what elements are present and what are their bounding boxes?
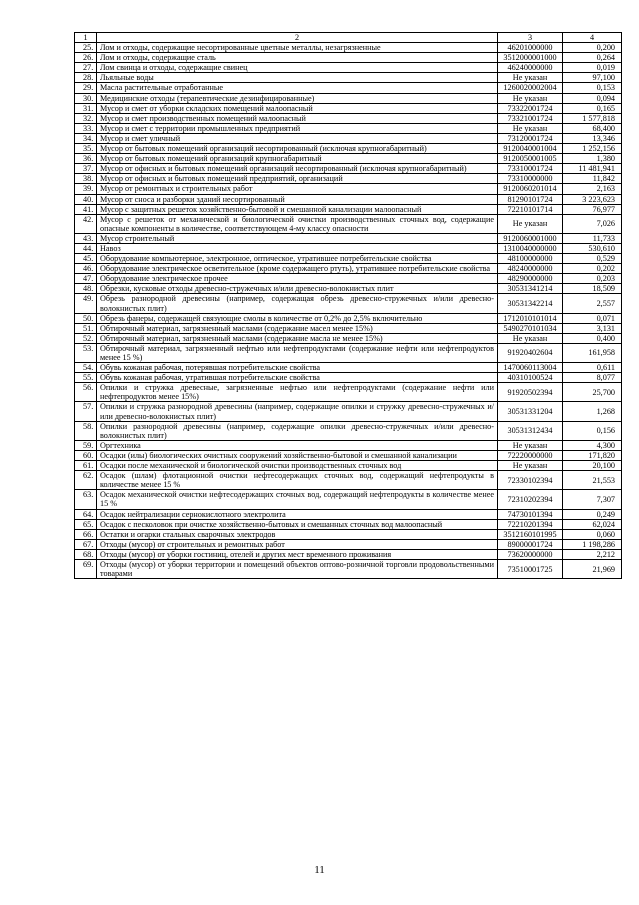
row-number: 47.: [75, 274, 97, 284]
row-number: 62.: [75, 471, 97, 490]
table-row: [75, 549, 622, 559]
table-row: [75, 274, 622, 284]
table-row: [75, 103, 622, 113]
waste-amount: 2,212: [563, 549, 622, 559]
waste-amount: 7,307: [563, 490, 622, 509]
row-number: 39.: [75, 184, 97, 194]
table-row: [75, 254, 622, 264]
waste-name: Льяльные воды: [97, 73, 498, 83]
waste-name: Осадки после механической и биологической очистки производственных сточных вод: [97, 461, 498, 471]
waste-code: Не указан: [498, 440, 563, 450]
waste-name: Обтирочный материал, загрязненный нефтью или нефтепродуктами (содержание нефти или нефтепродуктов менее 15 %): [97, 343, 498, 362]
waste-amount: 0,400: [563, 333, 622, 343]
waste-amount: 1 577,818: [563, 113, 622, 123]
header-row: [75, 33, 622, 43]
row-number: 48.: [75, 284, 97, 294]
waste-amount: 97,100: [563, 73, 622, 83]
table-row: [75, 471, 622, 490]
waste-amount: 0,165: [563, 103, 622, 113]
waste-name: Мусор и смет с территории промышленных предприятий: [97, 123, 498, 133]
table-row: [75, 333, 622, 343]
waste-code: 72210101714: [498, 204, 563, 214]
waste-name: Оборудование электрическое осветительное (кроме содержащего ртуть), утратившее потребительские свойства: [97, 264, 498, 274]
waste-code: 91920402604: [498, 343, 563, 362]
table-row: [75, 43, 622, 53]
header-col-3: 3: [498, 33, 563, 43]
row-number: 27.: [75, 63, 97, 73]
row-number: 58.: [75, 421, 97, 440]
waste-amount: 2,163: [563, 184, 622, 194]
waste-amount: 1 252,156: [563, 144, 622, 154]
row-number: 33.: [75, 123, 97, 133]
row-number: 67.: [75, 539, 97, 549]
table-row: [75, 123, 622, 133]
waste-amount: 0,203: [563, 274, 622, 284]
waste-name: Мусор и смет уличный: [97, 133, 498, 143]
row-number: 45.: [75, 254, 97, 264]
table-row: [75, 509, 622, 519]
page-number: 11: [314, 864, 325, 876]
waste-code: 48240000000: [498, 264, 563, 274]
row-number: 59.: [75, 440, 97, 450]
table-row: [75, 63, 622, 73]
waste-name: Осадок нейтрализации сернокислотного электролита: [97, 509, 498, 519]
table-row: [75, 373, 622, 383]
waste-amount: 0,200: [563, 43, 622, 53]
waste-table-body: [75, 33, 622, 579]
table-row: [75, 184, 622, 194]
table-row: [75, 53, 622, 63]
waste-table: [74, 32, 622, 579]
waste-name: Осадок (шлам) флотационной очистки нефтесодержащих сточных вод, содержащий нефтепродукты в количестве менее 15 %: [97, 471, 498, 490]
table-row: [75, 440, 622, 450]
table-row: [75, 323, 622, 333]
waste-amount: 1,268: [563, 402, 622, 421]
waste-code: Не указан: [498, 214, 563, 233]
waste-amount: 171,820: [563, 450, 622, 460]
waste-name: Мусор от ремонтных и строительных работ: [97, 184, 498, 194]
row-number: 68.: [75, 549, 97, 559]
waste-amount: 0,264: [563, 53, 622, 63]
waste-name: Мусор от офисных и бытовых помещений предприятий, организаций: [97, 174, 498, 184]
waste-name: Осадок с песколовок при очистке хозяйственно-бытовых и смешанных сточных вод малоопасный: [97, 519, 498, 529]
waste-code: 73510001725: [498, 559, 563, 578]
table-row: [75, 529, 622, 539]
row-number: 57.: [75, 402, 97, 421]
waste-name: Отходы (мусор) от строительных и ремонтных работ: [97, 539, 498, 549]
table-row: [75, 113, 622, 123]
waste-name: Осадок механической очистки нефтесодержащих сточных вод, содержащий нефтепродукты в количестве менее 15 %: [97, 490, 498, 509]
waste-code: 9120060201014: [498, 184, 563, 194]
waste-amount: 0,153: [563, 83, 622, 93]
waste-code: 48100000000: [498, 254, 563, 264]
table-row: [75, 539, 622, 549]
table-row: [75, 559, 622, 578]
waste-code: 72310202394: [498, 490, 563, 509]
table-row: [75, 264, 622, 274]
waste-code: 72210201394: [498, 519, 563, 529]
table-row: [75, 284, 622, 294]
waste-amount: 0,071: [563, 313, 622, 323]
row-number: 60.: [75, 450, 97, 460]
row-number: 50.: [75, 313, 97, 323]
row-number: 49.: [75, 294, 97, 313]
waste-code: 48290000000: [498, 274, 563, 284]
waste-code: 9120040001004: [498, 144, 563, 154]
waste-amount: 0,249: [563, 509, 622, 519]
waste-name: Навоз: [97, 243, 498, 253]
waste-name: Остатки и огарки стальных сварочных электродов: [97, 529, 498, 539]
waste-table-container: [74, 32, 622, 579]
row-number: 61.: [75, 461, 97, 471]
waste-name: Лом и отходы, содержащие сталь: [97, 53, 498, 63]
waste-amount: 20,100: [563, 461, 622, 471]
table-row: [75, 294, 622, 313]
table-row: [75, 164, 622, 174]
table-row: [75, 83, 622, 93]
waste-name: Масла растительные отработанные: [97, 83, 498, 93]
waste-name: Оборудование компьютерное, электронное, оптическое, утратившее потребительские свойства: [97, 254, 498, 264]
waste-code: 1310040000000: [498, 243, 563, 253]
waste-code: 5490270101034: [498, 323, 563, 333]
waste-name: Мусор с защитных решеток хозяйственно-бытовой и смешанной канализации малоопасный: [97, 204, 498, 214]
waste-name: Оборудование электрическое прочее: [97, 274, 498, 284]
table-row: [75, 73, 622, 83]
row-number: 56.: [75, 383, 97, 402]
waste-name: Отходы (мусор) от уборки гостиниц, отелей и других мест временного проживания: [97, 549, 498, 559]
waste-amount: 62,024: [563, 519, 622, 529]
waste-amount: 4,300: [563, 440, 622, 450]
waste-amount: 8,077: [563, 373, 622, 383]
table-row: [75, 214, 622, 233]
waste-name: Обтирочный материал, загрязненный маслами (содержание масел менее 15%): [97, 323, 498, 333]
row-number: 44.: [75, 243, 97, 253]
table-row: [75, 313, 622, 323]
row-number: 53.: [75, 343, 97, 362]
waste-code: Не указан: [498, 333, 563, 343]
waste-code: 73310001724: [498, 164, 563, 174]
waste-name: Осадки (илы) биологических очистных сооружений хозяйственно-бытовой и смешанной канализации: [97, 450, 498, 460]
waste-name: Опилки и стружка древесные, загрязненные нефтью или нефтепродуктами (содержание нефти или нефтепродуктов менее 15%): [97, 383, 498, 402]
waste-code: 3512160101995: [498, 529, 563, 539]
waste-name: Мусор и смет от уборки складских помещений малоопасный: [97, 103, 498, 113]
waste-name: Лом свинца и отходы, содержащие свинец: [97, 63, 498, 73]
waste-name: Мусор и смет производственных помещений малоопасный: [97, 113, 498, 123]
waste-code: 1712010101014: [498, 313, 563, 323]
waste-amount: 1 198,286: [563, 539, 622, 549]
row-number: 36.: [75, 154, 97, 164]
waste-code: Не указан: [498, 73, 563, 83]
waste-name: Обрезь разнородной древесины (например, содержащая обрезь древесно-стружечных и/или древесно-волокнистых плит): [97, 294, 498, 313]
waste-code: 73322001724: [498, 103, 563, 113]
waste-amount: 7,026: [563, 214, 622, 233]
waste-amount: 161,958: [563, 343, 622, 362]
waste-name: Мусор строительный: [97, 233, 498, 243]
waste-amount: 11,842: [563, 174, 622, 184]
row-number: 55.: [75, 373, 97, 383]
waste-amount: 3,131: [563, 323, 622, 333]
waste-code: 30531331204: [498, 402, 563, 421]
waste-name: Мусор от бытовых помещений организаций несортированный (исключая крупногабаритный): [97, 144, 498, 154]
waste-code: 9120050001005: [498, 154, 563, 164]
table-row: [75, 490, 622, 509]
waste-name: Мусор с решеток от механической и биологической очистки производственных сточных вод, содержащие опасные компоненты в количестве, соответствующем 4-му классу опасности: [97, 214, 498, 233]
waste-name: Мусор от сноса и разборки зданий несортированный: [97, 194, 498, 204]
row-number: 38.: [75, 174, 97, 184]
row-number: 51.: [75, 323, 97, 333]
table-row: [75, 233, 622, 243]
row-number: 63.: [75, 490, 97, 509]
table-row: [75, 402, 622, 421]
waste-amount: 11,733: [563, 233, 622, 243]
waste-code: 9120060001000: [498, 233, 563, 243]
header-col-2: 2: [97, 33, 498, 43]
waste-name: Опилки и стружка разнородной древесины (например, содержащие опилки и стружку древесно-стружечных и/или древесно-волокнистых плит): [97, 402, 498, 421]
waste-code: 73321001724: [498, 113, 563, 123]
waste-amount: 0,529: [563, 254, 622, 264]
waste-code: Не указан: [498, 93, 563, 103]
header-col-1: 1: [75, 33, 97, 43]
header-col-4: 4: [563, 33, 622, 43]
row-number: 37.: [75, 164, 97, 174]
waste-amount: 11 481,941: [563, 164, 622, 174]
waste-amount: 21,969: [563, 559, 622, 578]
waste-name: Обувь кожаная рабочая, утратившая потребительские свойства: [97, 373, 498, 383]
waste-code: 46240000000: [498, 63, 563, 73]
waste-code: 1470060113004: [498, 363, 563, 373]
waste-code: 91920502394: [498, 383, 563, 402]
row-number: 28.: [75, 73, 97, 83]
table-row: [75, 144, 622, 154]
waste-code: 73120001724: [498, 133, 563, 143]
waste-name: Обтирочный материал, загрязненный маслами (содержание масла не менее 15%): [97, 333, 498, 343]
waste-amount: 0,156: [563, 421, 622, 440]
row-number: 25.: [75, 43, 97, 53]
waste-code: 74730101394: [498, 509, 563, 519]
waste-name: Обрезь фанеры, содержащей связующие смолы в количестве от 0,2% до 2,5% включительно: [97, 313, 498, 323]
waste-name: Оргтехника: [97, 440, 498, 450]
waste-code: 73310000000: [498, 174, 563, 184]
waste-code: 30531342214: [498, 294, 563, 313]
waste-code: 46201000000: [498, 43, 563, 53]
row-number: 64.: [75, 509, 97, 519]
waste-amount: 2,557: [563, 294, 622, 313]
waste-code: 72220000000: [498, 450, 563, 460]
waste-code: 40310100524: [498, 373, 563, 383]
table-row: [75, 154, 622, 164]
waste-amount: 0,094: [563, 93, 622, 103]
waste-amount: 0,060: [563, 529, 622, 539]
table-row: [75, 519, 622, 529]
row-number: 29.: [75, 83, 97, 93]
waste-amount: 0,202: [563, 264, 622, 274]
waste-amount: 76,977: [563, 204, 622, 214]
table-row: [75, 363, 622, 373]
waste-code: 3512000001000: [498, 53, 563, 63]
waste-code: 81290101724: [498, 194, 563, 204]
waste-code: Не указан: [498, 461, 563, 471]
waste-amount: 0,611: [563, 363, 622, 373]
row-number: 42.: [75, 214, 97, 233]
table-row: [75, 243, 622, 253]
row-number: 32.: [75, 113, 97, 123]
row-number: 35.: [75, 144, 97, 154]
waste-code: 89000001724: [498, 539, 563, 549]
table-row: [75, 204, 622, 214]
table-row: [75, 93, 622, 103]
row-number: 52.: [75, 333, 97, 343]
waste-code: 30531312434: [498, 421, 563, 440]
row-number: 30.: [75, 93, 97, 103]
table-row: [75, 194, 622, 204]
waste-name: Опилки разнородной древесины (например, содержащие опилки древесно-стружечных и/или древесно-волокнистых плит): [97, 421, 498, 440]
waste-amount: 1,380: [563, 154, 622, 164]
waste-name: Обрезки, кусковые отходы древесно-стружечных и/или древесно-волокнистых плит: [97, 284, 498, 294]
waste-name: Мусор от бытовых помещений организаций крупногабаритный: [97, 154, 498, 164]
row-number: 46.: [75, 264, 97, 274]
waste-code: 30531341214: [498, 284, 563, 294]
table-row: [75, 450, 622, 460]
waste-name: Обувь кожаная рабочая, потерявшая потребительские свойства: [97, 363, 498, 373]
row-number: 43.: [75, 233, 97, 243]
table-row: [75, 133, 622, 143]
table-row: [75, 383, 622, 402]
row-number: 66.: [75, 529, 97, 539]
row-number: 65.: [75, 519, 97, 529]
waste-amount: 21,553: [563, 471, 622, 490]
waste-name: Мусор от офисных и бытовых помещений организаций несортированный (исключая крупногабаритный): [97, 164, 498, 174]
row-number: 34.: [75, 133, 97, 143]
row-number: 40.: [75, 194, 97, 204]
waste-name: Лом и отходы, содержащие несортированные цветные металлы, незагрязненные: [97, 43, 498, 53]
table-row: [75, 421, 622, 440]
waste-code: 1260020002004: [498, 83, 563, 93]
waste-amount: 68,400: [563, 123, 622, 133]
waste-name: Медицинские отходы (терапевтические дезинфицированные): [97, 93, 498, 103]
row-number: 31.: [75, 103, 97, 113]
waste-amount: 13,346: [563, 133, 622, 143]
waste-amount: 530,610: [563, 243, 622, 253]
waste-code: Не указан: [498, 123, 563, 133]
row-number: 69.: [75, 559, 97, 578]
waste-amount: 0,019: [563, 63, 622, 73]
row-number: 41.: [75, 204, 97, 214]
table-row: [75, 174, 622, 184]
table-row: [75, 343, 622, 362]
waste-code: 72330102394: [498, 471, 563, 490]
waste-code: 73620000000: [498, 549, 563, 559]
table-row: [75, 461, 622, 471]
row-number: 54.: [75, 363, 97, 373]
waste-amount: 25,700: [563, 383, 622, 402]
waste-name: Отходы (мусор) от уборки территории и помещений объектов оптово-розничной торговли продовольственными товарами: [97, 559, 498, 578]
row-number: 26.: [75, 53, 97, 63]
waste-amount: 3 223,623: [563, 194, 622, 204]
waste-amount: 18,509: [563, 284, 622, 294]
